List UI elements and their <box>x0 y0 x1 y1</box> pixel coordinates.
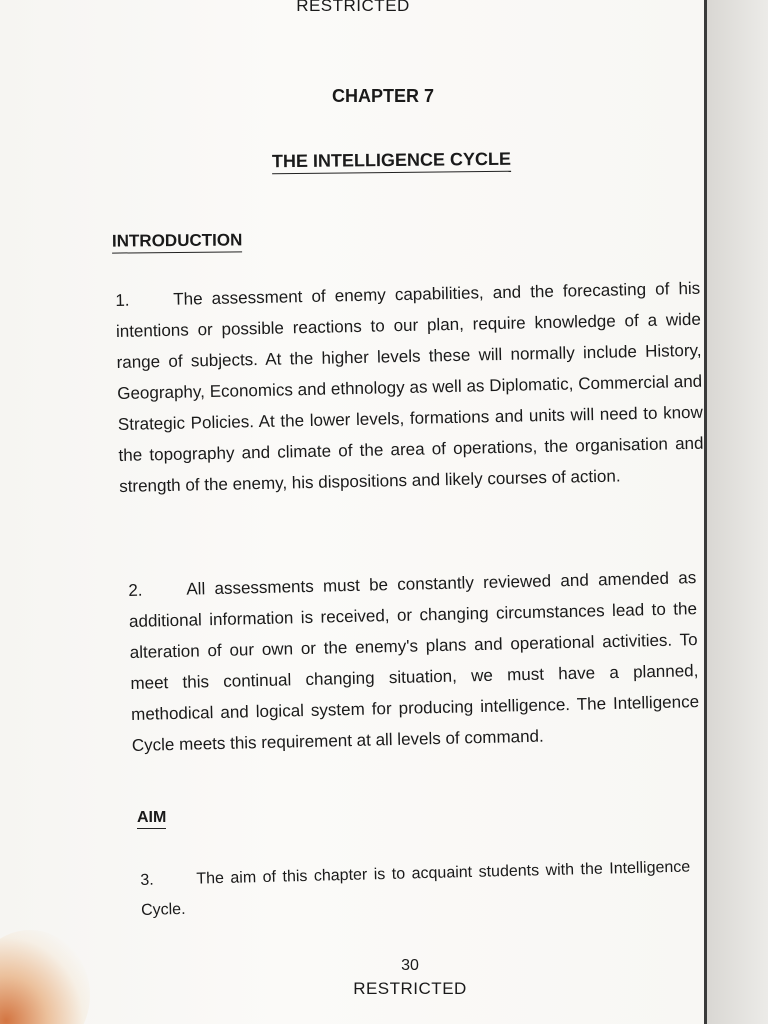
background-surface <box>707 0 768 1024</box>
footer-classification: RESTRICTED <box>353 979 467 998</box>
chapter-title: THE INTELLIGENCE CYCLE <box>272 149 511 175</box>
page-edge <box>704 0 707 1024</box>
paragraph-1 <box>115 273 704 502</box>
page-number: 30 <box>401 957 419 974</box>
paragraph-text: The aim of this chapter is to acquaint students with the Intelligence Cycle. <box>140 858 691 919</box>
paragraph-2 <box>128 562 700 761</box>
paragraph-3 <box>140 853 691 926</box>
burn-stain <box>0 930 90 1024</box>
section-heading-introduction: INTRODUCTION <box>112 230 243 253</box>
paragraph-text: The assessment of enemy capabilities, and the forecasting of his intentions or possible reactions to our plan, require knowledge of a wide range of subjects. At the higher levels these will normally include History, Geography, Economics and ethnology as well as Diplomatic, Commercial and Strategic Policies. At the lower levels, formations and units will need to know the topography and climate of the area of operations, the organisation and strength of the enemy, his dispositions and likely courses of action. <box>115 278 704 496</box>
chapter-number: CHAPTER 7 <box>331 86 434 106</box>
paragraph-number: 3. <box>140 871 154 889</box>
paragraph-number: 2. <box>128 580 143 600</box>
section-heading-aim: AIM <box>137 809 166 829</box>
paragraph-number: 1. <box>115 290 130 310</box>
header-classification: RESTRICTED <box>296 0 410 15</box>
paragraph-text: All assessments must be constantly reviewed and amended as additional information is received, or changing circumstances lead to the alteration of our own or the enemy's plans and operational activities. To meet this continual changing situation, we must have a planned, methodical and logical system for producing intelligence. The Intelligence Cycle meets this requirement at all levels of command. <box>128 568 700 755</box>
